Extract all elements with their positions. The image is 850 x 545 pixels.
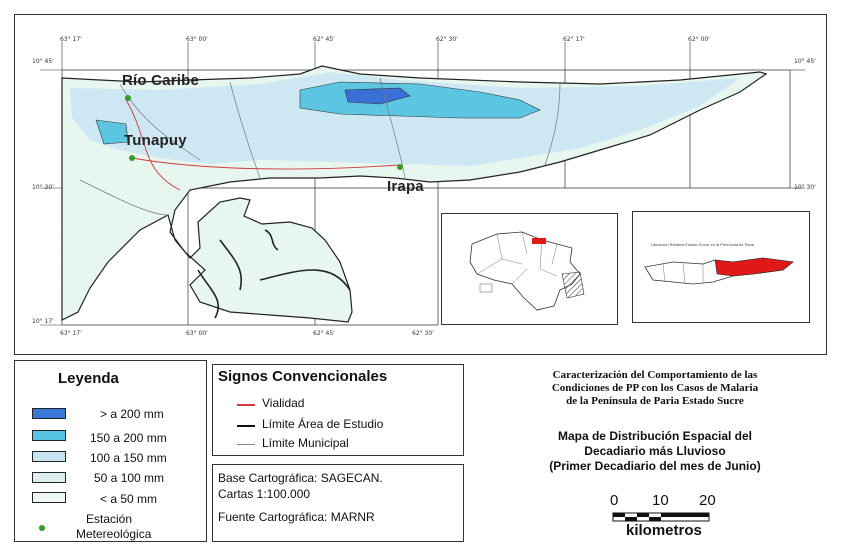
title-line-3: de la Península de Paria Estado Sucre (566, 395, 744, 407)
tick-top-1: 63° 00' (186, 36, 208, 43)
signs-label-municipal: Límite Municipal (262, 436, 349, 450)
station-marker-tunapuy (129, 155, 135, 161)
legend-label-over-200: > a 200 mm (100, 407, 164, 421)
legend-swatch-over-200 (32, 408, 66, 419)
city-label-irapa: Irapa (387, 178, 424, 195)
scale-tick-0: 0 (610, 492, 619, 509)
legend-label-100-150: 100 a 150 mm (90, 451, 167, 465)
tick-top-3: 62° 30' (436, 36, 458, 43)
tick-bottom-2: 62° 45' (313, 330, 335, 337)
legend-station-label-2: Metereológica (76, 527, 152, 541)
paria-highlight (715, 258, 793, 276)
tick-bottom-0: 63° 17' (60, 330, 82, 337)
city-label-tunapuy: Tunapuy (124, 132, 187, 149)
tick-bottom-1: 63° 00' (186, 330, 208, 337)
tick-top-5: 62° 00' (688, 36, 710, 43)
base-line-1: Base Cartográfica: SAGECAN. (218, 471, 383, 485)
title-line-1: Caracterización del Comportamiento de las (552, 369, 758, 381)
scale-tick-20: 20 (699, 492, 716, 509)
legend-swatch-under-50 (32, 492, 66, 503)
venezuela-map-icon (442, 214, 617, 324)
legend-swatch-100-150 (32, 451, 66, 462)
signs-title: Signos Convencionales (218, 368, 388, 385)
tick-left-0: 10° 45' (32, 58, 54, 65)
title-line-2: Condiciones de PP con los Casos de Malaria (551, 382, 759, 394)
legend-station-label-1: Estación (86, 512, 133, 526)
tick-top-2: 62° 45' (313, 36, 335, 43)
legend-label-150-200: 150 a 200 mm (90, 431, 167, 445)
station-marker-irapa (397, 164, 403, 170)
scale-tick-10: 10 (652, 492, 669, 509)
inset-sucre-caption: Ubicación Relativa Estado Sucre en la Península de Paria (651, 242, 754, 247)
city-label-rio-caribe: Río Caribe (122, 72, 200, 89)
sucre-highlight (532, 238, 546, 244)
signs-label-vialidad: Vialidad (262, 396, 305, 410)
tick-left-1: 10° 30' (32, 184, 54, 191)
municipal-line-icon (237, 444, 255, 445)
legend-swatch-150-200 (32, 430, 66, 441)
tick-top-0: 63° 17' (60, 36, 82, 43)
sucre-state-map-icon (633, 212, 809, 322)
legend-swatch-50-100 (32, 472, 66, 483)
study-area-line-icon (237, 425, 255, 427)
legend-title: Leyenda (58, 370, 119, 387)
tick-right-1: 10° 30' (794, 184, 816, 191)
inset-venezuela (441, 213, 618, 325)
tick-top-4: 62° 17' (563, 36, 585, 43)
signs-label-study-area: Límite Área de Estudio (262, 417, 384, 431)
tick-right-0: 10° 45' (794, 58, 816, 65)
map-title-line-1: Mapa de Distribución Espacial del (557, 429, 753, 443)
scale-unit: kilometros (626, 522, 702, 539)
legend-label-50-100: 50 a 100 mm (94, 471, 165, 485)
legend-station-icon (39, 525, 45, 531)
tick-bottom-3: 62° 30' (412, 330, 434, 337)
map-title-line-3: (Primer Decadiario del mes de Junio) (549, 459, 761, 473)
vialidad-line-icon (237, 404, 255, 406)
tick-left-2: 10° 17' (32, 318, 54, 325)
base-line-2: Cartas 1:100.000 (218, 487, 311, 501)
station-marker-rio-caribe (125, 95, 131, 101)
legend-label-under-50: < a 50 mm (100, 492, 158, 506)
map-title-line-2: Decadiario más Lluvioso (584, 444, 726, 458)
base-line-3: Fuente Cartográfica: MARNR (218, 510, 375, 524)
inset-sucre (632, 211, 810, 323)
